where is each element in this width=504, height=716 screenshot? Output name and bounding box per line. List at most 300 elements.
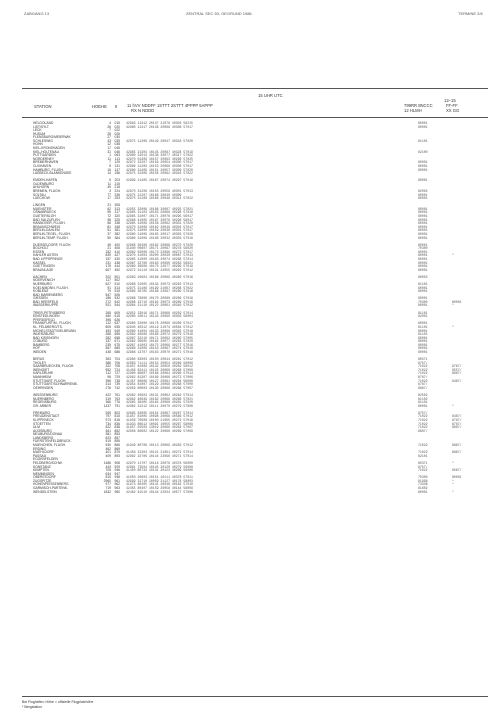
station-name: LANDSBERG [33, 435, 54, 440]
station-height: 461 [105, 428, 111, 433]
station-number: 038 [114, 142, 120, 147]
station-number: 501 [114, 274, 120, 279]
remarks-code: 80001 [418, 342, 428, 347]
remarks-code: 80371 [418, 460, 428, 465]
station-name: ZUGSPITZE [33, 478, 52, 483]
station-number: 515 [114, 289, 120, 294]
remarks-code: 71022 [418, 443, 428, 448]
synop-groups: 42961 73504 10145 20120 40279 56008 [126, 464, 193, 469]
station-name: EGGENFELDEN [33, 457, 58, 462]
station-name: KIEL-KRONSHAGEN [33, 146, 65, 151]
header-rule [22, 117, 488, 118]
synop-groups: 41956 70908 10100 21065 40272 57016 [126, 417, 193, 422]
station-height: 522 [105, 425, 111, 430]
station-number: 947 [114, 471, 120, 476]
station-name: EMDEN-HAFEN [33, 178, 58, 183]
station-number: 962 [114, 482, 120, 487]
station-name: KONSTANZ [33, 464, 51, 469]
remarks-code: 80001 [418, 264, 428, 269]
station-number: 761 [114, 392, 120, 397]
station-height: 530 [105, 443, 111, 448]
station-height: 17 [107, 146, 111, 151]
synop-groups: 42962 81307 10166 20066 40273 57006 [126, 375, 193, 380]
station-number: 908 [114, 460, 120, 465]
station-name: NEUBURG/DONAU [33, 432, 63, 437]
station-height: 322 [105, 364, 111, 369]
synop-groups: 41949 80708 10113 20069 40263 57012 [126, 443, 193, 448]
station-name: BAMBERG [33, 342, 50, 347]
station-number: 708 [114, 364, 120, 369]
station-name: GIESSEN [33, 296, 48, 301]
remarks-code: 81998 [418, 478, 428, 483]
station-height: 5 [109, 178, 111, 183]
station-height: 519 [105, 439, 111, 444]
synop-groups: 42960 80607 10168 20064 40266 57014 [126, 371, 193, 376]
station-name: KARLSRUHE [33, 371, 54, 376]
station-height: 282 [105, 335, 111, 340]
extra-code: * [452, 403, 454, 408]
station-height: 96 [107, 375, 111, 380]
extra-code: 8467/ [452, 414, 462, 419]
remarks-code: 8757/ [418, 410, 428, 415]
remarks-code: 80002 [418, 274, 428, 279]
station-name: BERUS [33, 357, 45, 362]
station-name: STUTTGART, FLUGH. [33, 378, 67, 383]
remarks-code: 80001 [418, 217, 428, 222]
station-name: BAD MARIENBERG [33, 292, 63, 297]
station-height: 265 [105, 310, 111, 315]
remarks-code: 80001 [418, 489, 428, 494]
station-name: GR. ARBER [33, 403, 51, 408]
synop-groups: 42968 13707 10163 20070 40271 57016 [126, 350, 193, 354]
synop-groups: 42962 31212 10111 20070 40279 57006 [126, 403, 193, 408]
synop-groups: 42960 32006 10178 20060 40266 57017 [126, 321, 193, 326]
remarks-code: 80001 [418, 350, 428, 354]
station-name: STOETTEN [33, 421, 51, 426]
station-number: 063 [114, 153, 120, 158]
station-number: 763 [114, 396, 120, 401]
station-height: 547 [105, 292, 111, 297]
station-height: 117 [105, 278, 111, 283]
station-number: 875 [114, 450, 120, 455]
station-number: 724 [114, 367, 120, 372]
station-number: 818 [114, 417, 120, 422]
synop-groups: 42975 31108 10166 20048 40314 57022 [126, 196, 193, 201]
station-height: 386 [105, 360, 111, 365]
group-header: 11 hVV NDDFF 1STTT 2STTT 4PPPP 5APPP [127, 103, 213, 108]
station-height: 627 [105, 282, 111, 287]
remarks-code: 71022 [418, 378, 428, 383]
station-height: 202 [105, 274, 111, 279]
synop-groups: 42980 21009 10165 20017 40303 57020 [126, 231, 193, 236]
station-number: 203 [114, 178, 120, 183]
station-number: 675 [114, 342, 120, 347]
station-height: 186 [105, 296, 111, 301]
remarks-code: 71022 [418, 421, 428, 426]
station-number: 671 [114, 339, 120, 344]
xx-header: XX GG [446, 108, 460, 113]
remarks-code: 81101 [418, 332, 428, 337]
station-name: FREUDENSTADT [33, 414, 60, 419]
remarks-code: 81101 [418, 324, 428, 329]
station-number: 046 [114, 149, 120, 154]
station-height: 276 [105, 385, 111, 390]
remarks-code: 80001 [418, 221, 428, 226]
station-name: BOCHOLT [33, 246, 49, 251]
station-name: PFERDSFELD [33, 317, 55, 322]
remarks-code: 81101 [418, 400, 428, 405]
station-height: 460 [105, 314, 111, 319]
top-rule [22, 88, 488, 89]
station-height: 272 [105, 299, 111, 304]
station-number: 325 [114, 217, 120, 222]
station-number: 929 [114, 464, 120, 469]
station-height: 21 [107, 203, 111, 208]
station-height: 810 [105, 475, 111, 480]
synop-groups: 42980 31409 10151 20057 40309 57020 [126, 167, 193, 172]
station-height: 31 [107, 149, 111, 154]
station-name: KIEL-HOLTENAU [33, 149, 59, 154]
remarks-code: 80001 [418, 267, 428, 272]
synop-groups: 42970 31208 10155 20059 40301 57013 [126, 188, 193, 193]
extra-code: * [452, 253, 454, 258]
station-number: 427 [114, 253, 120, 258]
station-number: 406 [114, 246, 120, 251]
station-name: NOERVENICH [33, 278, 55, 283]
station-name: OBERSTDORF [33, 475, 56, 480]
synop-groups: 42980 11417 20138 20068 40308 57017 [126, 124, 193, 129]
station-number: 313 [114, 206, 120, 211]
station-height: 56 [107, 221, 111, 226]
remarks-code: 71022 [418, 414, 428, 419]
synop-groups: 42960 10811 10134 20090 40303 56004 [126, 314, 193, 319]
station-name: HOHENPEISSENBERG [33, 482, 69, 487]
station-number: 544 [114, 303, 120, 308]
station-height: 396 [105, 378, 111, 383]
station-number: 739 [114, 382, 120, 387]
synop-groups: 42963 10904 10186 20089 40260 57016 [126, 274, 193, 279]
extra-code: 8567/ [452, 468, 462, 473]
extra-code: * [452, 303, 454, 308]
synop-groups: 42955 32006 10188 20087 40293 57021 [126, 206, 193, 211]
synop-groups: 42960 41004 10133 20066 40362 57018 [126, 328, 193, 333]
station-number: 963 [114, 485, 120, 490]
remarks-code: 80001 [418, 196, 428, 201]
station-name: LECK [33, 128, 42, 133]
remarks-code: 82002 [418, 188, 428, 193]
station-number: 452 [114, 267, 120, 272]
station-number: 045 [114, 146, 120, 151]
synop-groups: 41957 81009 10132 20050 40262 58012 [126, 364, 193, 369]
station-height: 1 [109, 153, 111, 158]
station-number: 637 [114, 321, 120, 326]
synop-groups: 42958 80602 10122 20066 40269 57009 [126, 428, 193, 433]
station-height: 11 [107, 156, 111, 161]
group-subheader: RX N NDDD [131, 108, 155, 113]
station-header: STATION [34, 104, 52, 109]
station-height: 268 [105, 332, 111, 337]
extra-code: 8867/ [452, 450, 462, 455]
station-number: 035 [114, 138, 120, 143]
synop-groups: 42959 80603 10130 20068 40268 57007 [126, 385, 193, 390]
station-name: SOLTAU [33, 192, 46, 197]
station-height: 623 [105, 435, 111, 440]
range-header: 12–15 [444, 98, 456, 103]
station-name: WEISSENBURG [33, 392, 58, 397]
station-height: 28 [107, 131, 111, 136]
remarks-code: 80001 [418, 160, 428, 165]
station-number: 791 [114, 403, 120, 408]
station-height: 5 [109, 163, 111, 168]
station-number: 438 [114, 260, 120, 265]
remarks-code: 80001 [418, 339, 428, 344]
station-table [0, 122, 504, 494]
station-name: FREIBURG [33, 410, 51, 415]
station-name: BAD HERSFELD [33, 299, 59, 304]
station-height: 4 [109, 121, 111, 125]
station-number: 129 [114, 160, 120, 165]
station-height: 438 [105, 350, 111, 354]
station-number: 384 [114, 235, 120, 240]
remarks-code: 80001 [418, 346, 428, 351]
synop-groups: 42993 11312 20147 21079 40303 58215 [126, 121, 193, 125]
remarks-code: 80001 [418, 303, 428, 308]
station-height: 634 [105, 471, 111, 476]
remarks-code: 80001 [418, 253, 428, 258]
station-name: FRANKFURT/M., FLUGH. [33, 321, 72, 326]
station-name: BAD SALZUFLEN [33, 217, 60, 222]
station-number: 609 [114, 310, 120, 315]
station-number: 015 [114, 121, 120, 125]
synop-groups: 42482 61510 10144 22034 40577 57006 [126, 489, 193, 494]
station-number: 838 [114, 425, 120, 430]
remarks-code: 71022 [418, 417, 428, 422]
synop-groups: 42972 31110 10131 22055 40292 57012 [126, 267, 193, 272]
remarks-code: 81101 [418, 282, 428, 287]
station-height: 98 [107, 217, 111, 222]
synop-groups: 42965 31103 10183 20068 40298 57016 [126, 210, 193, 215]
station-number: 658 [114, 335, 120, 340]
station-name: GUETERSLOH [33, 214, 56, 219]
station-number: 020 [114, 124, 120, 129]
station-name: KEMPTEN [33, 468, 49, 473]
station-height: 363 [105, 357, 111, 362]
synop-groups: 42960 30906 10170 22077 40269 57019 [126, 264, 193, 269]
synop-groups: 41940 00807 10171 20087 40278 56020 [126, 246, 193, 251]
remarks-code: 71022 [418, 425, 428, 430]
station-name: BERLIN-TEGEL, FLUGH. [33, 231, 71, 236]
station-number: 704 [114, 357, 120, 362]
footnote-mountain: * Bergstation [22, 705, 43, 709]
station-number: 382 [114, 231, 120, 236]
remarks-code: 80001 [418, 231, 428, 236]
synop-groups: 42972 22207 10159 20054 40300 57017 [126, 160, 193, 165]
synop-groups: 42967 32706 10163 20090 40283 56021 [126, 260, 193, 265]
synop-groups: 42968 30400 10182 20086 40270 57020 [126, 242, 193, 247]
station-number: 513 [114, 285, 120, 290]
station-number: 961 [114, 478, 120, 483]
station-name: KAHLER ASTEN [33, 253, 58, 258]
station-name: TRIER-PETRISBERG [33, 310, 66, 315]
synop-groups: 41957 02503 13019 20066 40264 57007 [126, 425, 193, 430]
extra-code: * [452, 482, 454, 487]
extra-code: 8767/ [452, 421, 462, 426]
station-number: 338 [114, 221, 120, 226]
remarks-code: 80001 [418, 124, 428, 129]
station-name: FELDBERG/SCHW. [33, 460, 63, 465]
station-number: 649 [114, 328, 120, 333]
station-name: MEMMINGEN [33, 471, 54, 476]
remarks-code: 74346 [418, 482, 428, 487]
remarks-code: 80001 [418, 214, 428, 219]
station-height: 43 [107, 138, 111, 143]
remarks-code: 80001 [418, 178, 428, 183]
station-number: 685 [114, 346, 120, 351]
station-name: GARMISCH-PARTENK. [33, 485, 69, 490]
ff-header: FF-FF [446, 103, 458, 108]
remarks-code: 8767/ [418, 382, 428, 387]
remarks-code: 80001 [418, 167, 428, 172]
synop-groups: 42970 41004 10200 20030 40087 57013 [126, 253, 193, 258]
station-number: 253 [114, 196, 120, 201]
synop-groups: 41450 80733 10131 20123 40269 56006 [126, 468, 193, 473]
station-name: MUENCHEN, FLUGH. [33, 443, 66, 448]
station-name: SAARBRUECKEN, FLUGH. [33, 364, 75, 369]
station-name: GOETTINGEN [33, 264, 55, 269]
station-name: REGENSBURG [33, 400, 57, 405]
station-name: ERDING [33, 446, 46, 451]
station-name: LINGEN [33, 203, 46, 208]
station-height: 21 [107, 246, 111, 251]
station-number: 348 [114, 224, 120, 229]
station-height: 7 [109, 160, 111, 165]
footnote-airports: Bei Flughäfen: Höhe = offizielle Flugplatzhöhe [22, 700, 94, 704]
station-number: 727 [114, 371, 120, 376]
station-number: 218 [114, 185, 120, 190]
synop-groups: 42960 83003 10150 20044 40261 57012 [126, 357, 193, 362]
station-height: 921 [105, 303, 111, 308]
hoehe-header: HOEHE [92, 104, 107, 109]
station-height: 152 [105, 249, 111, 254]
remarks-subheader: 12 HLMH [404, 108, 422, 113]
station-number: 893 [114, 453, 120, 458]
station-height: 409 [105, 453, 111, 458]
synop-groups: 42965 21304 10145 20087 40328 57019 [126, 149, 193, 154]
station-number: 410 [114, 249, 120, 254]
synop-groups: 42968 31005 10134 20073 40263 57013 [126, 282, 193, 287]
station-height: 977 [105, 482, 111, 487]
bottom-rule [22, 696, 488, 697]
remarks-code: 71022 [418, 367, 428, 372]
station-height: 314 [105, 382, 111, 387]
station-height: 705 [105, 468, 111, 473]
station-name: ESSEN [33, 249, 45, 254]
station-number: 855 [114, 439, 120, 444]
ii-header: II [115, 104, 118, 109]
station-name: AHLHORN [33, 185, 50, 190]
station-height: 62 [107, 206, 111, 211]
station-number: 235 [114, 192, 120, 197]
station-number: 852 [114, 428, 120, 433]
synop-groups: 42966 11209 10153 20068 40308 57017 [126, 163, 193, 168]
station-number: 803 [114, 410, 120, 415]
station-number: 430 [114, 256, 120, 261]
remarks-code: 70300 [418, 475, 428, 480]
extra-code: 8667/ [452, 371, 462, 376]
station-height: 70 [107, 289, 111, 294]
station-height: 72 [107, 214, 111, 219]
station-height: 552 [105, 367, 111, 372]
synop-groups: 42975 31000 10159 20036 40301 57017 [126, 228, 193, 233]
extra-code: * [452, 489, 454, 494]
station-number: 317 [114, 210, 120, 215]
station-height: 26 [107, 124, 111, 129]
station-name: BRAUNLAGE [33, 267, 54, 272]
synop-groups: 42970 01309 10157 20093 40296 57025 [126, 156, 193, 161]
station-number: 502 [114, 278, 120, 283]
remarks-code: 81101 [418, 310, 428, 315]
station-name: MUENSTER [33, 206, 52, 211]
remarks-code: 80001 [418, 249, 428, 254]
station-height: 7 [109, 128, 111, 133]
station-number: 156 [114, 171, 120, 176]
station-number: 532 [114, 296, 120, 301]
station-name: STUTTGART/SCHNARRENB. [33, 382, 78, 387]
station-height: 443 [105, 464, 111, 469]
station-height: 839 [105, 253, 111, 258]
station-name: MUEHLDORF [33, 450, 54, 455]
station-number: 946 [114, 468, 120, 473]
station-number: 688 [114, 350, 120, 354]
station-name: MANNHEIM [33, 375, 51, 380]
station-number: 320 [114, 214, 120, 219]
station-number: 815 [114, 414, 120, 419]
remarks-code: 80001 [418, 121, 428, 125]
station-number: 836 [114, 421, 120, 426]
remarks-code: 80001 [418, 235, 428, 240]
remarks-code: 8767/ [418, 375, 428, 380]
remarks-code: 80001 [418, 260, 428, 265]
station-number: 026 [114, 131, 120, 136]
remarks-code: 80001 [418, 228, 428, 233]
station-number: 980 [114, 489, 120, 494]
station-number: 305 [114, 203, 120, 208]
synop-groups: 42960 30705 10186 22097 40260 57018 [126, 289, 193, 294]
synop-groups: 42970 31008 10162 20049 40304 57017 [126, 224, 193, 229]
synop-groups: 42965 41000 10163 20074 40268 57014 [126, 256, 193, 261]
table-row [0, 491, 504, 495]
station-name: OLDENBURG [33, 181, 54, 186]
station-height: 239 [105, 342, 111, 347]
remarks-code: 71022 [418, 450, 428, 455]
station-name: BRAUNSCHWEIG [33, 224, 61, 229]
remarks-code: 8867/ [418, 428, 428, 433]
station-name: KOELN/BONN, FLUGH. [33, 285, 69, 290]
station-name: THOLEY [33, 360, 47, 365]
station-number: 948 [114, 475, 120, 480]
station-height: 607 [105, 267, 111, 272]
station-number: 381 [114, 228, 120, 233]
station-height: 14 [107, 171, 111, 176]
remarks-code: 70300 [418, 299, 428, 304]
extra-code: * [452, 324, 454, 329]
document-id: ZABGANG 13 [24, 11, 50, 16]
station-height: 567 [105, 346, 111, 351]
station-height: 49 [107, 185, 111, 190]
synop-groups: 42966 13710 10162 20073 40269 57016 [126, 299, 193, 304]
station-number: 224 [114, 188, 120, 193]
remarks-code: 82100 [418, 149, 428, 154]
